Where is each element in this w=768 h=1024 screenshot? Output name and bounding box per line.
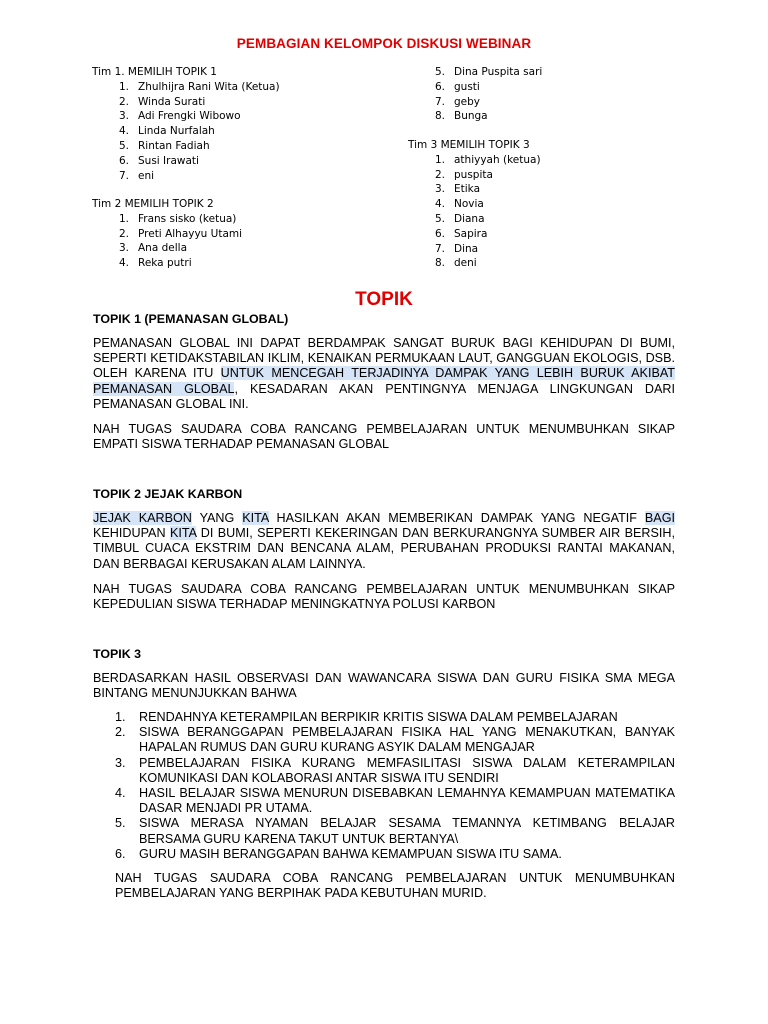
list-item: 2. puspita xyxy=(434,168,493,181)
list-item: 1. RENDAHNYA KETERAMPILAN BERPIKIR KRITIS SISWA DALAM PEMBELAJARAN xyxy=(115,710,618,724)
team-3-list xyxy=(408,138,541,271)
list-item: 4. HASIL BELAJAR SISWA MENURUN DISEBABKAN LEMAHNYA KEMAMPUAN MATEMATIKA DASAR MENJADI PR UTAMA. xyxy=(115,786,675,816)
list-item: 3. PEMBELAJARAN FISIKA KURANG MEMFASILITASI SISWA DALAM KETERAMPILAN KOMUNIKASI DAN KOLABORASI ANTAR SISWA ITU SENDIRI xyxy=(115,755,675,785)
list-item: 3. Adi Frengki Wibowo xyxy=(118,110,241,123)
list-item: 2. SISWA BERANGGAPAN PEMBELAJARAN FISIKA HAL YANG MENAKUTKAN, BANYAK HAPALAN RUMUS DAN GURU KURANG ASYIK DALAM MENGAJAR xyxy=(115,725,675,755)
list-item: 7. eni xyxy=(118,169,155,182)
list-item: 7. geby xyxy=(434,95,481,108)
document-title: PEMBAGIAN KELOMPOK DISKUSI WEBINAR xyxy=(236,36,532,51)
team-3-heading: Tim 3 MEMILIH TOPIK 3 xyxy=(408,139,530,151)
list-item: 5. SISWA MERASA NYAMAN BELAJAR SESAMA TEMANNYA KETIMBANG BELAJAR BERSAMA GURU KARENA TAKUT UNTUK BERTANYA\ xyxy=(115,816,675,846)
topik-1-paragraph: PEMANASAN GLOBAL INI DAPAT BERDAMPAK SANGAT BURUK BAGI KEHIDUPAN DI BUMI, SEPERTI KETIDAKSTABILAN IKLIM, KENAIKAN PERMUKAAN LAUT, GANGGUAN EKOLOGIS, DSB. OLEH KARENA ITU UNTUK MENCEGAH TERJADINYA DAMPAK YANG LEBIH BURUK AKIBAT PEMANASAN GLOBAL, KESADARAN AKAN PENTINGNYA MENJAGA LINGKUNGAN DARI PEMANASAN GLOBAL INI. xyxy=(93,336,676,411)
topik-2-paragraph: JEJAK KARBON YANG KITA HASILKAN AKAN MEMBERIKAN DAMPAK YANG NEGATIF BAGI KEHIDUPAN KITA DI BUMI, SEPERTI KEKERINGAN DAN BERKURANGNYA SUMBER AIR BERSIH, TIMBUL CUACA EKSTRIM DAN BENCANA ALAM, PERUBAHAN PRODUKSI RANTAI MAKANAN, DAN BERBAGAI KERUSAKAN ALAM LAINNYA. xyxy=(93,511,676,571)
list-item: 1. athiyyah (ketua) xyxy=(434,153,541,166)
team-2-list-continued xyxy=(408,65,542,124)
list-item: 8. Bunga xyxy=(434,110,488,123)
topik-2-heading: TOPIK 2 JEJAK KARBON xyxy=(93,487,243,501)
topik-2-task: NAH TUGAS SAUDARA COBA RANCANG PEMBELAJARAN UNTUK MENUMBUHKAN SIKAP KEPEDULIAN SISWA TERHADAP MENINGKATNYA POLUSI KARBON xyxy=(93,582,675,612)
list-item: 6. gusti xyxy=(434,80,480,93)
list-item: 6. Sapira xyxy=(434,227,488,240)
highlighted-text: KITA xyxy=(242,511,269,525)
list-item: 1. Frans sisko (ketua) xyxy=(118,212,237,225)
topik-3-heading: TOPIK 3 xyxy=(93,647,141,661)
team-1-heading: Tim 1. MEMILIH TOPIK 1 xyxy=(92,66,217,78)
list-item: 6. Susi Irawati xyxy=(118,154,199,167)
list-item: 3. Etika xyxy=(434,183,480,196)
list-item: 5. Rintan Fadiah xyxy=(118,139,210,152)
topik-heading: TOPIK xyxy=(355,289,413,310)
list-item: 7. Dina xyxy=(434,242,479,255)
topik-3-task: NAH TUGAS SAUDARA COBA RANCANG PEMBELAJARAN UNTUK MENUMBUHKAN PEMBELAJARAN YANG BERPIHAK PADA KEBUTUHAN MURID. xyxy=(115,871,675,901)
list-item: 4. Novia xyxy=(434,198,484,211)
team-2-heading: Tim 2 MEMILIH TOPIK 2 xyxy=(92,198,214,210)
topik-1-task: NAH TUGAS SAUDARA COBA RANCANG PEMBELAJARAN UNTUK MENUMBUHKAN SIKAP EMPATI SISWA TERHADAP PEMANASAN GLOBAL xyxy=(93,422,675,452)
list-item: 4. Linda Nurfalah xyxy=(118,125,215,138)
topik-3-intro: BERDASARKAN HASIL OBSERVASI DAN WAWANCARA SISWA DAN GURU FISIKA SMA MEGA BINTANG MENUNJUKKAN BAHWA xyxy=(93,671,675,701)
list-item: 4. Reka putri xyxy=(118,257,192,270)
team-1-list xyxy=(92,65,280,183)
highlighted-text: BAGI xyxy=(644,511,676,525)
highlighted-text: JEJAK KARBON xyxy=(93,511,192,525)
list-item: 5. Dina Puspita sari xyxy=(434,66,543,78)
topik-3-findings-list xyxy=(93,710,675,862)
topik-1-heading: TOPIK 1 (PEMANASAN GLOBAL) xyxy=(93,312,289,326)
list-item: 5. Diana xyxy=(434,212,485,225)
list-item: 2. Preti Alhayyu Utami xyxy=(118,227,243,240)
list-item: 2. Winda Surati xyxy=(118,95,206,108)
highlighted-text: KITA xyxy=(169,526,197,541)
list-item: 8. deni xyxy=(434,257,477,270)
highlighted-text: UNTUK MENCEGAH TERJADINYA DAMPAK YANG LEBIH BURUK AKIBAT PEMANASAN GLOBAL xyxy=(93,366,675,396)
team-2-list xyxy=(92,197,242,271)
list-item: 3. Ana della xyxy=(118,242,188,255)
list-item: 6. GURU MASIH BERANGGAPAN BAHWA KEMAMPUAN SISWA ITU SAMA. xyxy=(115,846,562,861)
list-item: 1. Zhulhijra Rani Wita (Ketua) xyxy=(118,80,280,93)
